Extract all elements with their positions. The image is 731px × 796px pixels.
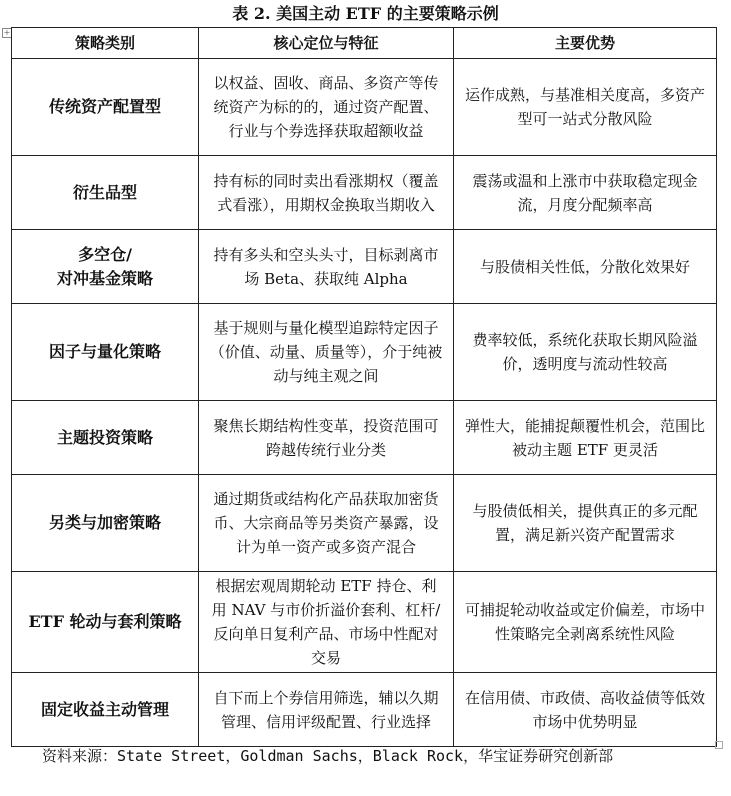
row-feature: 聚焦长期结构性变革，投资范围可跨越传统行业分类 [199, 401, 454, 475]
table-row [12, 401, 717, 475]
table-row [12, 59, 717, 156]
strategy-table [11, 27, 717, 747]
row-category: 衍生品型 [12, 156, 199, 230]
row-category: 主题投资策略 [12, 401, 199, 475]
table-row [12, 230, 717, 304]
table-title: 表 2. 美国主动 ETF 的主要策略示例 [232, 4, 499, 23]
row-advantage: 可捕捉轮动收益或定价偏差，市场中性策略完全剥离系统性风险 [454, 572, 717, 673]
row-feature: 根据宏观周期轮动 ETF 持仓、利用 NAV 与市价折溢价套利、杠杆/反向单日复利产品、市场中性配对交易 [199, 572, 454, 673]
row-advantage: 与股债低相关，提供真正的多元配置，满足新兴资产配置需求 [454, 475, 717, 572]
row-category: 多空仓/ 对冲基金策略 [12, 230, 199, 304]
header-category: 策略类别 [12, 28, 199, 59]
row-feature: 自下而上个券信用筛选，辅以久期管理、信用评级配置、行业选择 [199, 673, 454, 747]
row-advantage: 费率较低，系统化获取长期风险溢价，透明度与流动性较高 [454, 304, 717, 401]
row-feature: 持有标的同时卖出看涨期权（覆盖式看涨），用期权金换取当期收入 [199, 156, 454, 230]
table-row [12, 572, 717, 673]
table-row [12, 304, 717, 401]
row-feature: 通过期货或结构化产品获取加密货币、大宗商品等另类资产暴露，设计为单一资产或多资产混合 [199, 475, 454, 572]
table-resize-handle[interactable] [715, 741, 723, 749]
row-advantage: 与股债相关性低，分散化效果好 [454, 230, 717, 304]
row-category: ETF 轮动与套利策略 [12, 572, 199, 673]
table-move-handle-icon[interactable]: + [3, 28, 11, 37]
table-row [12, 156, 717, 230]
row-feature: 持有多头和空头头寸，目标剥离市场 Beta、获取纯 Alpha [199, 230, 454, 304]
row-category: 固定收益主动管理 [12, 673, 199, 747]
row-feature: 基于规则与量化模型追踪特定因子（价值、动量、质量等），介于纯被动与纯主观之间 [199, 304, 454, 401]
header-advantage: 主要优势 [454, 28, 717, 59]
table-row [12, 673, 717, 747]
header-feature: 核心定位与特征 [199, 28, 454, 59]
row-category: 另类与加密策略 [12, 475, 199, 572]
row-category: 因子与量化策略 [12, 304, 199, 401]
table-header-row [12, 28, 717, 59]
row-advantage: 运作成熟，与基准相关度高，多资产型可一站式分散风险 [454, 59, 717, 156]
table-row [12, 475, 717, 572]
row-feature: 以权益、固收、商品、多资产等传统资产为标的的，通过资产配置、行业与个券选择获取超额收益 [199, 59, 454, 156]
source-note: 资料来源：State Street，Goldman Sachs，Black Rock，华宝证券研究创新部 [42, 747, 614, 765]
row-advantage: 在信用债、市政债、高收益债等低效市场中优势明显 [454, 673, 717, 747]
row-advantage: 震荡或温和上涨市中获取稳定现金流，月度分配频率高 [454, 156, 717, 230]
row-advantage: 弹性大，能捕捉颠覆性机会，范围比被动主题 ETF 更灵活 [454, 401, 717, 475]
row-category: 传统资产配置型 [12, 59, 199, 156]
